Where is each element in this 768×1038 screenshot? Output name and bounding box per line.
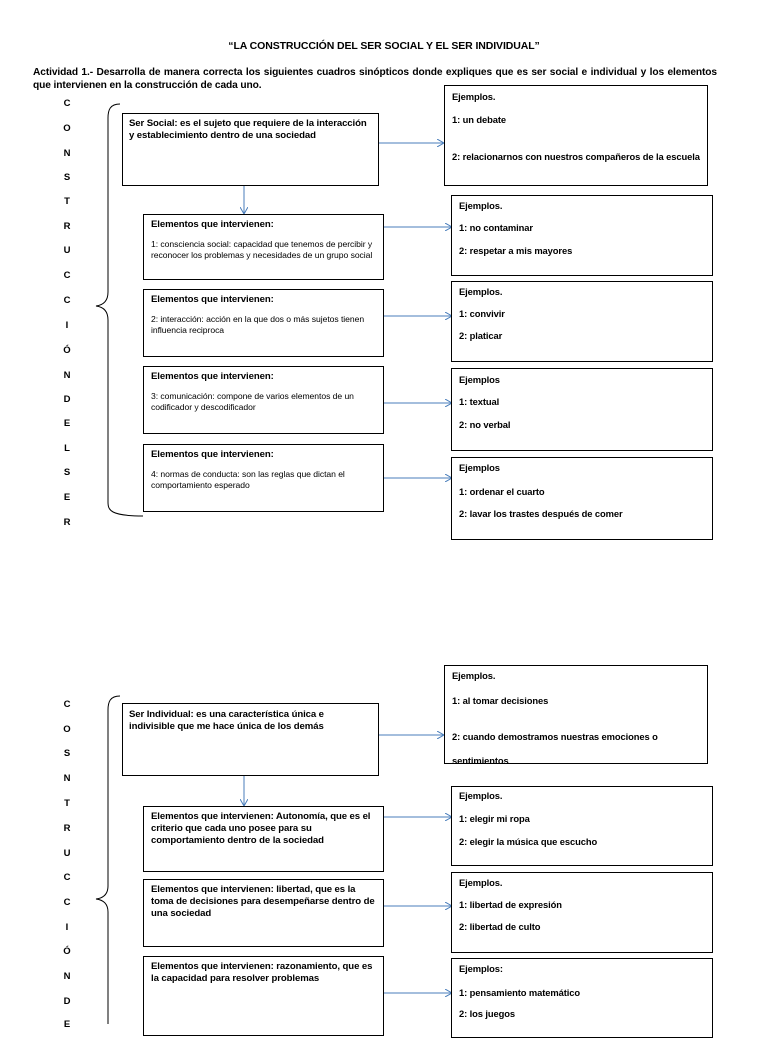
vertical-letter: Ó <box>63 345 71 356</box>
element-description: 2: interacción: acción en la que dos o más sujetos tienen influencia reciproca <box>151 314 365 335</box>
example-item: 1: al tomar decisiones <box>452 695 549 706</box>
vertical-letter: C <box>63 897 71 908</box>
element-box-libertad <box>143 879 384 947</box>
example-item: 2: cuando demostramos nuestras emociones o <box>452 731 658 742</box>
vertical-letter: E <box>63 418 71 429</box>
examples-box-libertad <box>451 872 713 953</box>
vertical-letter: S <box>63 172 71 183</box>
examples-title: Ejemplos. <box>452 91 496 102</box>
vertical-letter: O <box>63 724 71 735</box>
activity-instructions: Actividad 1.- Desarrolla de manera correcta los siguientes cuadros sinópticos donde expliques que es ser social e individual y los elementos que intervienen en la construcción de cada uno. <box>33 67 717 91</box>
ser-social-definition-box <box>122 113 379 186</box>
element-box-comunicacion <box>143 366 384 434</box>
element-description: 1: consciencia social: capacidad que tenemos de percibir y reconocer los problemas y necesidades de un grupo social <box>151 239 373 260</box>
vertical-letter: E <box>63 1019 71 1030</box>
example-item: sentimientos <box>452 755 509 764</box>
example-item: 1: convivir <box>459 308 505 319</box>
element-description: 3: comunicación: compone de varios elementos de un codificador y descodificador <box>151 391 354 412</box>
element-header: Elementos que intervienen: razonamiento, que es la capacidad para resolver problemas <box>151 961 373 984</box>
examples-title: Ejemplos. <box>459 877 503 888</box>
example-item: 2: respetar a mis mayores <box>459 245 573 256</box>
vertical-letter: N <box>63 148 71 159</box>
ser-social-examples-box <box>444 85 708 186</box>
brace-chart-2 <box>96 696 120 1024</box>
vertical-letter: D <box>63 394 71 405</box>
examples-title: Ejemplos: <box>459 963 503 974</box>
vertical-letter: U <box>63 848 71 859</box>
vertical-letter: I <box>65 922 69 933</box>
vertical-letter: U <box>63 245 71 256</box>
examples-box-interaccion <box>451 281 713 362</box>
element-header: Elementos que intervienen: <box>151 371 274 382</box>
vertical-letter: I <box>65 320 69 331</box>
example-item: 1: pensamiento matemático <box>459 987 580 998</box>
vertical-letter: C <box>63 98 71 109</box>
ser-individual-examples-box <box>444 665 708 764</box>
example-item: 2: no verbal <box>459 419 511 430</box>
vertical-letter: C <box>63 270 71 281</box>
example-item: 2: relacionarnos con nuestros compañeros de la escuela <box>452 151 700 162</box>
examples-title: Ejemplos. <box>459 286 503 297</box>
vertical-letter: C <box>63 872 71 883</box>
example-item: 1: textual <box>459 396 500 407</box>
example-item: 1: ordenar el cuarto <box>459 486 545 497</box>
element-header: Elementos que intervienen: libertad, que es la toma de decisiones para desempeñarse dentro de una sociedad <box>151 884 375 919</box>
vertical-letter: T <box>64 196 70 207</box>
examples-box-autonomia <box>451 786 713 866</box>
example-item: 2: platicar <box>459 330 503 341</box>
element-header: Elementos que intervienen: <box>151 449 274 460</box>
element-box-interaccion <box>143 289 384 357</box>
document-title: “LA CONSTRUCCIÓN DEL SER SOCIAL Y EL SER INDIVIDUAL” <box>228 40 540 52</box>
example-item: 2: libertad de culto <box>459 921 541 932</box>
examples-title: Ejemplos. <box>459 200 503 211</box>
examples-box-razonamiento <box>451 958 713 1038</box>
example-item: 1: un debate <box>452 114 507 125</box>
ser-individual-definition: Ser Individual: es una característica única e indivisible que me hace única de los demás <box>129 709 324 732</box>
example-item: 2: elegir la música que escucho <box>459 836 598 847</box>
example-item: 2: lavar los trastes después de comer <box>459 508 623 519</box>
examples-box-normas-de-conducta <box>451 457 713 540</box>
example-item: 1: elegir mi ropa <box>459 813 530 824</box>
vertical-letter: D <box>63 996 71 1007</box>
element-box-normas-de-conducta <box>143 444 384 512</box>
vertical-letter: S <box>63 748 71 759</box>
vertical-letter: N <box>63 773 71 784</box>
example-item: 2: los juegos <box>459 1008 516 1019</box>
vertical-letter: R <box>63 221 71 232</box>
element-header: Elementos que intervienen: Autonomía, que es el criterio que cada uno posee para su comportamiento dentro de la sociedad <box>151 811 371 846</box>
element-box-consciencia-social <box>143 214 384 280</box>
element-box-razonamiento <box>143 956 384 1036</box>
vertical-letter: R <box>63 517 71 528</box>
element-box-autonomia <box>143 806 384 872</box>
examples-box-consciencia-social <box>451 195 713 276</box>
vertical-letter: T <box>64 798 70 809</box>
vertical-letter: O <box>63 123 71 134</box>
element-header: Elementos que intervienen: <box>151 294 274 305</box>
examples-box-comunicacion <box>451 368 713 451</box>
ser-individual-definition-box <box>122 703 379 776</box>
vertical-letter: N <box>63 971 71 982</box>
ser-social-definition: Ser Social: es el sujeto que requiere de la interacción y establecimiento dentro de una sociedad <box>129 118 367 141</box>
examples-title: Ejemplos. <box>452 670 496 681</box>
examples-title: Ejemplos <box>459 462 500 473</box>
element-header: Elementos que intervienen: <box>151 219 274 230</box>
example-item: 1: no contaminar <box>459 222 533 233</box>
examples-title: Ejemplos. <box>459 790 503 801</box>
example-item: 1: libertad de expresión <box>459 899 562 910</box>
vertical-letter: R <box>63 823 71 834</box>
vertical-letter: S <box>63 467 71 478</box>
vertical-letter: N <box>63 370 71 381</box>
element-description: 4: normas de conducta: son las reglas que dictan el comportamiento esperado <box>151 469 345 490</box>
vertical-letter: E <box>63 492 71 503</box>
vertical-letter: C <box>63 699 71 710</box>
examples-title: Ejemplos <box>459 374 500 385</box>
vertical-letter: L <box>64 443 70 454</box>
vertical-letter: Ó <box>63 946 71 957</box>
vertical-letter: C <box>63 295 71 306</box>
